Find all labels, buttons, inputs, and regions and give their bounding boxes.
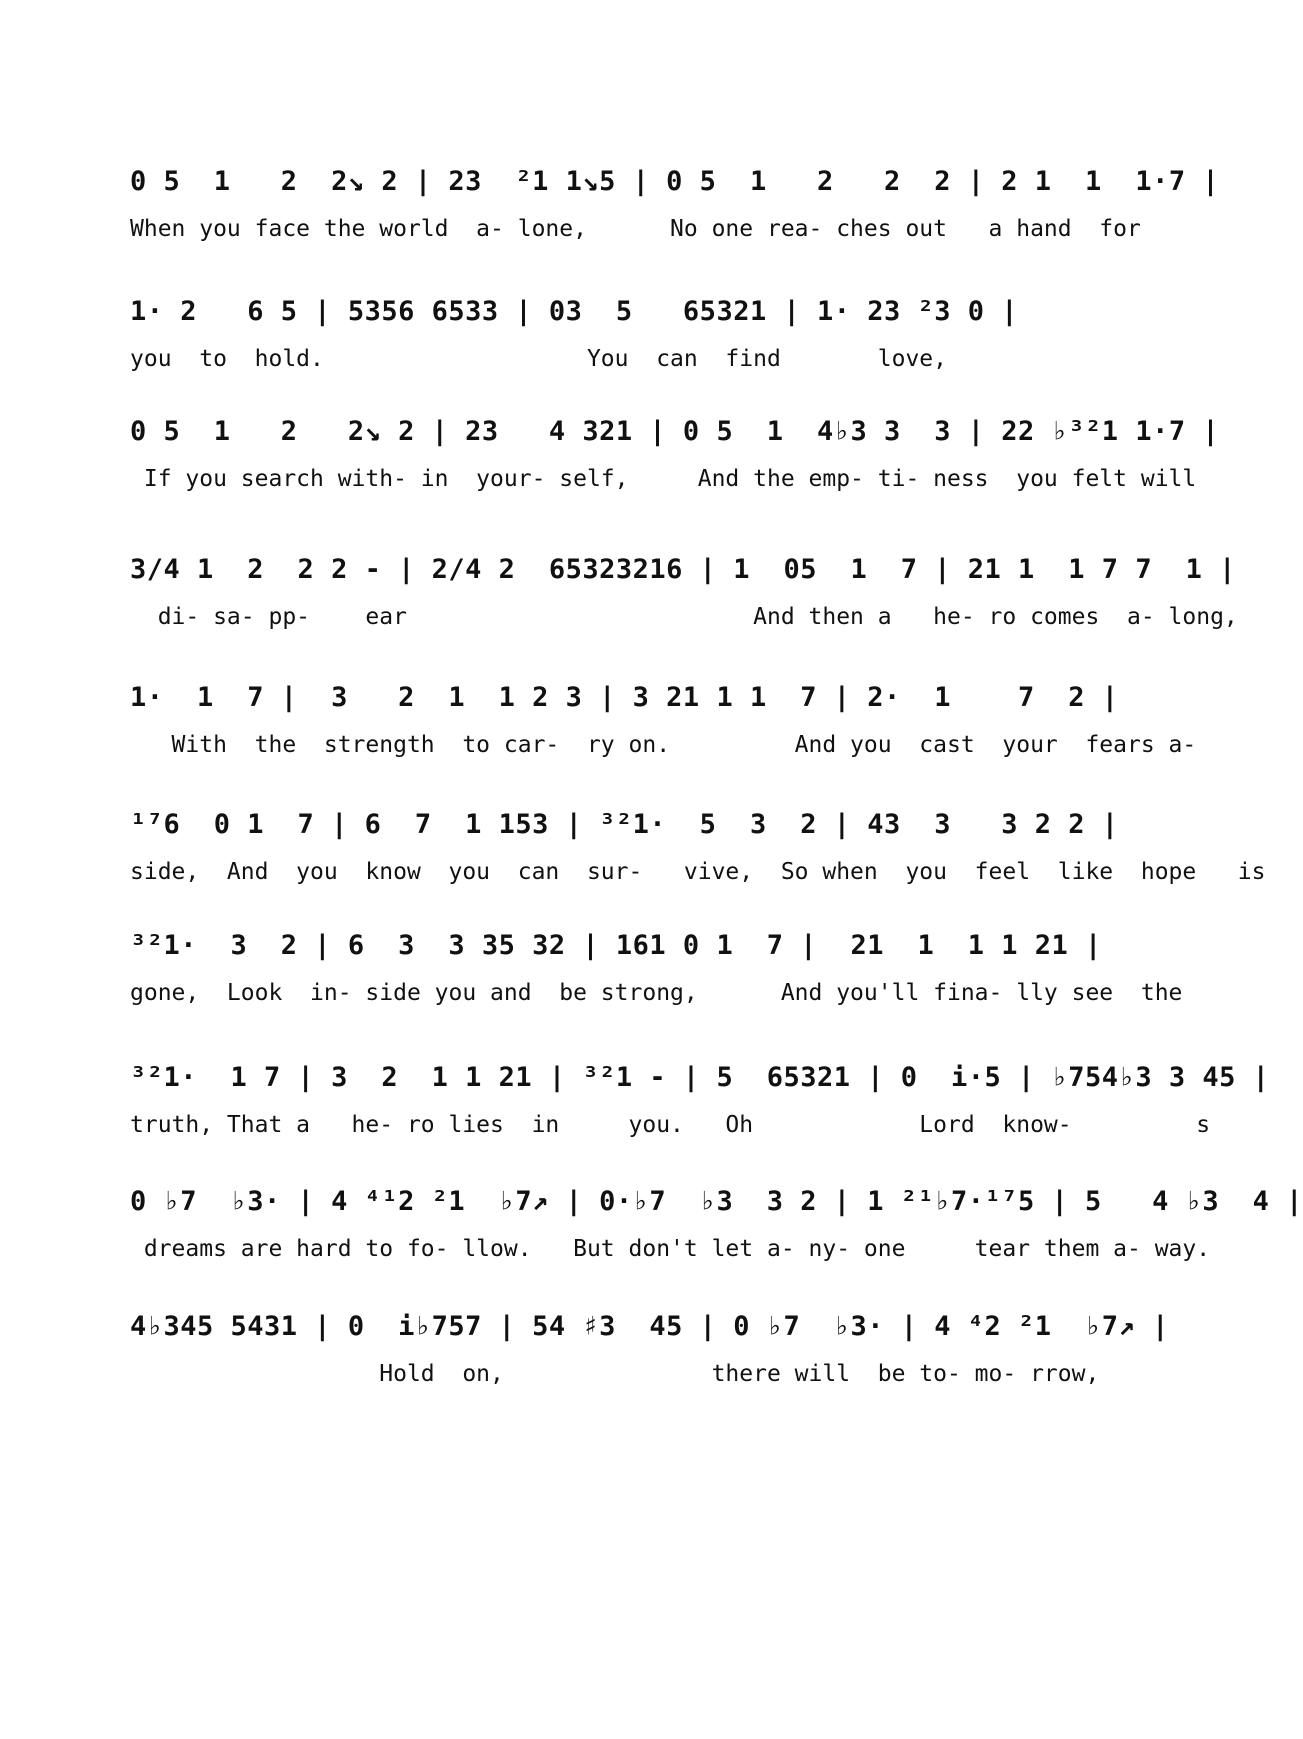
lyric-line: Hold on, there will be to- mo- rrow,	[130, 1361, 1100, 1387]
music-system-6	[130, 803, 1266, 913]
music-system-8	[130, 1056, 1270, 1166]
music-system-5	[130, 676, 1197, 786]
music-system-2	[130, 290, 1150, 400]
music-system-7	[130, 924, 1183, 1034]
lyric-line: If you search with- in your- self, And the emp- ti- ness you felt will	[130, 466, 1197, 492]
notation-line: 1· 2 6 5 | 5356 6533 | 03 5 65321 | 1· 23 ²3 0 |	[130, 296, 1019, 327]
music-system-3	[130, 410, 1220, 520]
music-system-1	[130, 160, 1220, 270]
music-system-10	[130, 1305, 1169, 1415]
lyric-line: di- sa- pp- ear And then a he- ro comes a- long,	[130, 604, 1238, 630]
lyric-line: When you face the world a- lone, No one rea- ches out a hand for	[130, 216, 1141, 242]
notation-line: 0 5 1 2 2↘ 2 | 23 4 321 | 0 5 1 4♭3 3 3 | 22 ♭³²1 1·7 |	[130, 416, 1220, 447]
lyric-line: side, And you know you can sur- vive, So when you feel like hope is	[130, 859, 1266, 885]
notation-line: 0 ♭7 ♭3· | 4 ⁴¹2 ²1 ♭7↗ | 0·♭7 ♭3 3 2 | 1 ²¹♭7·¹⁷5 | 5 4 ♭3 4 |	[130, 1186, 1303, 1217]
lyric-line: truth, That a he- ro lies in you. Oh Lord know- s	[130, 1112, 1211, 1138]
notation-line: 4♭345 5431 | 0 i♭757 | 54 ♯3 45 | 0 ♭7 ♭3· | 4 ⁴2 ²1 ♭7↗ |	[130, 1311, 1169, 1342]
music-system-9	[130, 1180, 1303, 1290]
notation-line: ¹⁷6 0 1 7 | 6 7 1 153 | ³²1· 5 3 2 | 43 3 3 2 2 |	[130, 809, 1119, 840]
lyric-line: dreams are hard to fo- llow. But don't let a- ny- one tear them a- way.	[130, 1236, 1211, 1262]
lyric-line: gone, Look in- side you and be strong, And you'll fina- lly see the	[130, 980, 1183, 1006]
music-system-4	[130, 548, 1238, 658]
notation-line: ³²1· 3 2 | 6 3 3 35 32 | 161 0 1 7 | 21 1 1 1 21 |	[130, 930, 1102, 961]
notation-line: ³²1· 1 7 | 3 2 1 1 21 | ³²1 - | 5 65321 | 0 i·5 | ♭754♭3 3 45 |	[130, 1062, 1270, 1093]
notation-line: 3/4 1 2 2 2 - | 2/4 2 65323216 | 1 05 1 7 | 21 1 1 7 7 1 |	[130, 554, 1236, 585]
lyric-line: you to hold. You can find love,	[130, 346, 947, 372]
notation-line: 0 5 1 2 2↘ 2 | 23 ²1 1↘5 | 0 5 1 2 2 2 | 2 1 1 1·7 |	[130, 166, 1220, 197]
lyric-line: With the strength to car- ry on. And you cast your fears a-	[130, 732, 1197, 758]
notation-line: 1· 1 7 | 3 2 1 1 2 3 | 3 21 1 1 7 | 2· 1 7 2 |	[130, 682, 1119, 713]
